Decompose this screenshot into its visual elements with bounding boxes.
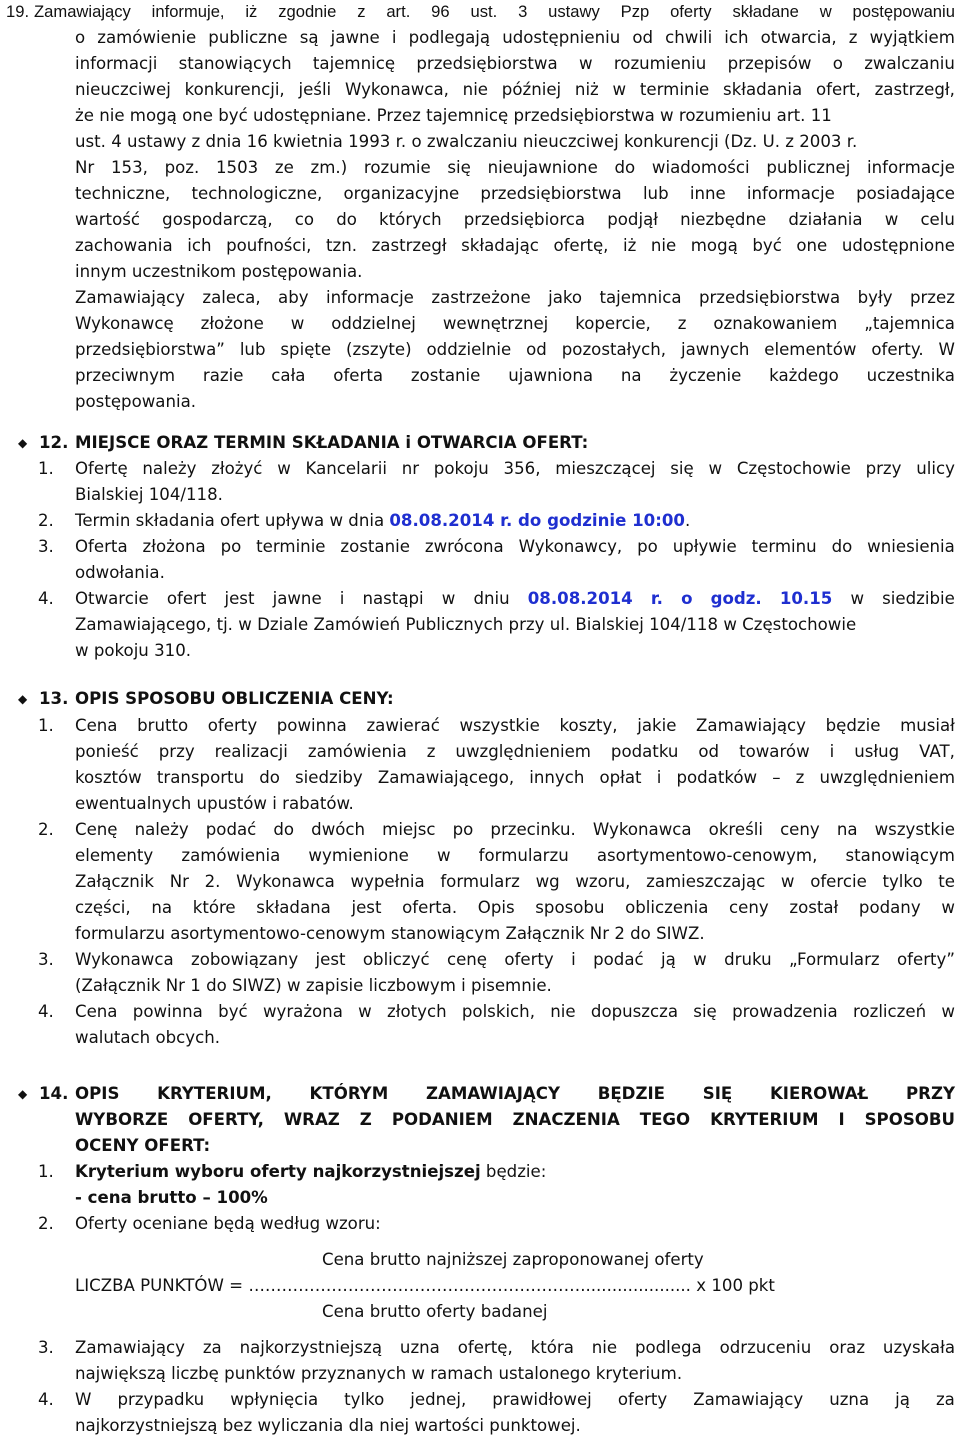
item-19-line: ust. 4 ustawy z dnia 16 kwietnia 1993 r. o zwalczaniu nieuczciwej konkurencji (Dz. U. z 2003 r. bbox=[75, 132, 858, 151]
section-13-item-1-line: kosztów transportu do siedziby Zamawiającego, innych opłat i podatków – z uwzględnieniem bbox=[75, 768, 955, 787]
section-13-item-3-line: (Załącznik Nr 1 do SIWZ) w zapisie liczbowym i pisemnie. bbox=[75, 976, 552, 995]
section-12-item-1-line: Ofertę należy złożyć w Kancelarii nr pokoju 356, mieszczącej się w Częstochowie przy ulicy bbox=[75, 459, 955, 478]
section-13-item-4-number: 4. bbox=[38, 1002, 54, 1021]
item-19-line: Zamawiający informuje, iż zgodnie z art. 96 ust. 3 ustawy Pzp oferty składane w postępowaniu bbox=[34, 2, 955, 21]
section-12-item-3-number: 3. bbox=[38, 537, 54, 556]
section-13-item-2-number: 2. bbox=[38, 820, 54, 839]
section-12-bullet-icon: ◆ bbox=[18, 436, 28, 450]
section-12-item-4-line: Otwarcie ofert jest jawne i nastąpi w dniu 08.08.2014 r. o godz. 10.15 w siedzibie bbox=[75, 589, 955, 608]
item-19-line: Nr 153, poz. 1503 ze zm.) rozumie się nieujawnione do wiadomości publicznej informacje bbox=[75, 158, 955, 177]
section-14-item-3-line: największą liczbę punktów przyznanych w ramach ustalonego kryterium. bbox=[75, 1364, 683, 1383]
section-14-bullet-icon: ◆ bbox=[18, 1087, 28, 1101]
section-14-heading: OPIS KRYTERIUM, KTÓRYM ZAMAWIAJĄCY BĘDZIE SIĘ KIEROWAŁ PRZY bbox=[75, 1084, 955, 1103]
section-14-heading: OCENY OFERT: bbox=[75, 1136, 211, 1155]
section-13-item-3-line: Wykonawca zobowiązany jest obliczyć cenę oferty i podać ją w druku „Formularz oferty” bbox=[75, 950, 955, 969]
section-13-item-3-number: 3. bbox=[38, 950, 54, 969]
section-13-item-1-number: 1. bbox=[38, 716, 54, 735]
section-14-item-2-number: 2. bbox=[38, 1214, 54, 1233]
item-19-line: przeciwnym razie cała oferta zostanie ujawniona na życzenie każdego uczestnika bbox=[75, 366, 955, 385]
formula-line: LICZBA PUNKTÓW = ……………………………………………………..................... x 100 pkt bbox=[75, 1276, 775, 1295]
item-19-line: że nie mogą one być udostępniane. Przez tajemnicę przedsiębiorstwa w rozumieniu art. 11 bbox=[75, 106, 832, 125]
section-13-bullet-icon: ◆ bbox=[18, 692, 28, 706]
section-12-item-1-line: Bialskiej 104/118. bbox=[75, 485, 223, 504]
section-13-item-1-line: ewentualnych upustów i rabatów. bbox=[75, 794, 354, 813]
section-12-item-2-number: 2. bbox=[38, 511, 54, 530]
item-19-line: innym uczestnikom postępowania. bbox=[75, 262, 363, 281]
section-12-item-1-number: 1. bbox=[38, 459, 54, 478]
section-12-number: 12. bbox=[39, 433, 69, 452]
formula-numerator: Cena brutto najniższej zaproponowanej oferty bbox=[322, 1250, 704, 1269]
deadline-date: 08.08.2014 r. do godzinie 10:00 bbox=[389, 511, 685, 530]
section-14-number: 14. bbox=[39, 1084, 69, 1103]
section-13-item-1-line: ponieść przy realizacji zamówienia z uwzględnieniem podatku od towarów i usług VAT, bbox=[75, 742, 955, 761]
item-19-line: przedsiębiorstwa” lub spięte (zszyte) oddzielnie od pozostałych, jawnych elementów oferty. W bbox=[75, 340, 955, 359]
section-12-heading: MIEJSCE ORAZ TERMIN SKŁADANIA i OTWARCIA OFERT: bbox=[75, 433, 589, 452]
item-19-line: techniczne, technologiczne, organizacyjne przedsiębiorstwa lub inne informacje posiadające bbox=[75, 184, 955, 203]
item-19-line: informacji stanowiących tajemnicę przedsiębiorstwa w rozumieniu przepisów o zwalczaniu bbox=[75, 54, 955, 73]
section-13-item-2-line: formularzu asortymentowo-cenowym stanowiącym Załącznik Nr 2 do SIWZ. bbox=[75, 924, 705, 943]
section-13-number: 13. bbox=[39, 689, 69, 708]
item-19-number: 19. bbox=[6, 2, 30, 21]
section-13-item-4-line: Cena powinna być wyrażona w złotych polskich, nie dopuszcza się prowadzenia rozliczeń w bbox=[75, 1002, 955, 1021]
item-19-line: nieuczciwej konkurencji, jeśli Wykonawca, nie później niż w terminie składania ofert, zastrzegł, bbox=[75, 80, 955, 99]
section-13-item-4-line: walutach obcych. bbox=[75, 1028, 221, 1047]
section-12-item-4-number: 4. bbox=[38, 589, 54, 608]
section-13-item-2-line: części, na które składana jest oferta. Opis sposobu obliczenia ceny został podany w bbox=[75, 898, 955, 917]
section-12-item-3-line: odwołania. bbox=[75, 563, 165, 582]
section-14-item-3-number: 3. bbox=[38, 1338, 54, 1357]
section-14-item-1-number: 1. bbox=[38, 1162, 54, 1181]
item-19-line: postępowania. bbox=[75, 392, 197, 411]
section-13-item-2-line: Cenę należy podać do dwóch miejsc po przecinku. Wykonawca określi ceny na wszystkie bbox=[75, 820, 955, 839]
item-19-line: Zamawiający zaleca, aby informacje zastrzeżone jako tajemnica przedsiębiorstwa były przez bbox=[75, 288, 955, 307]
section-14-item-4-line: najkorzystniejszą bez wyliczania dla niej wartości punktowej. bbox=[75, 1416, 581, 1435]
section-14-item-4-line: W przypadku wpłynięcia tylko jednej, prawidłowej oferty Zamawiający uzna ją za bbox=[75, 1390, 955, 1409]
section-12-item-4-line: Zamawiającego, tj. w Dziale Zamówień Publicznych przy ul. Bialskiej 104/118 w Częstochowie bbox=[75, 615, 857, 634]
section-14-item-1-line: Kryterium wyboru oferty najkorzystniejszej będzie: bbox=[75, 1162, 547, 1181]
section-13-heading: OPIS SPOSOBU OBLICZENIA CENY: bbox=[75, 689, 394, 708]
section-12-item-2-line: Termin składania ofert upływa w dnia 08.08.2014 r. do godzinie 10:00. bbox=[75, 511, 691, 530]
section-14-heading: WYBORZE OFERTY, WRAZ Z PODANIEM ZNACZENIA TEGO KRYTERIUM I SPOSOBU bbox=[75, 1110, 955, 1129]
section-13-item-2-line: elementy zamówienia wymienione w formularzu asortymentowo-cenowym, stanowiącym bbox=[75, 846, 955, 865]
section-14-item-2-line: Oferty oceniane będą według wzoru: bbox=[75, 1214, 381, 1233]
section-14-item-4-number: 4. bbox=[38, 1390, 54, 1409]
section-13-item-1-line: Cena brutto oferty powinna zawierać wszystkie koszty, jakie Zamawiający będzie musiał bbox=[75, 716, 955, 735]
section-13-item-2-line: Załącznik Nr 2. Wykonawca wypełnia formularz wg wzoru, zamieszczając w ofercie tylko te bbox=[75, 872, 955, 891]
item-19-line: o zamówienie publiczne są jawne i podlegają udostępnieniu od chwili ich otwarcia, z wyjątkiem bbox=[75, 28, 955, 47]
item-19-line: wartość gospodarczą, co do których przedsiębiorca podjął niezbędne działania w celu bbox=[75, 210, 955, 229]
section-12-item-4-line: w pokoju 310. bbox=[75, 641, 192, 660]
item-19-line: zachowania ich poufności, tzn. zastrzegł składając ofertę, iż nie mogą być one udostępnione bbox=[75, 236, 955, 255]
section-14-criterion: - cena brutto – 100% bbox=[75, 1188, 268, 1207]
section-12-item-3-line: Oferta złożona po terminie zostanie zwrócona Wykonawcy, po upływie terminu do wniesienia bbox=[75, 537, 955, 556]
formula-denominator: Cena brutto oferty badanej bbox=[322, 1302, 548, 1321]
section-14-item-3-line: Zamawiający za najkorzystniejszą uzna ofertę, która nie podlega odrzuceniu oraz uzyskała bbox=[75, 1338, 955, 1357]
item-19-line: Wykonawcę złożone w oddzielnej wewnętrznej kopercie, z oznakowaniem „tajemnica bbox=[75, 314, 955, 333]
